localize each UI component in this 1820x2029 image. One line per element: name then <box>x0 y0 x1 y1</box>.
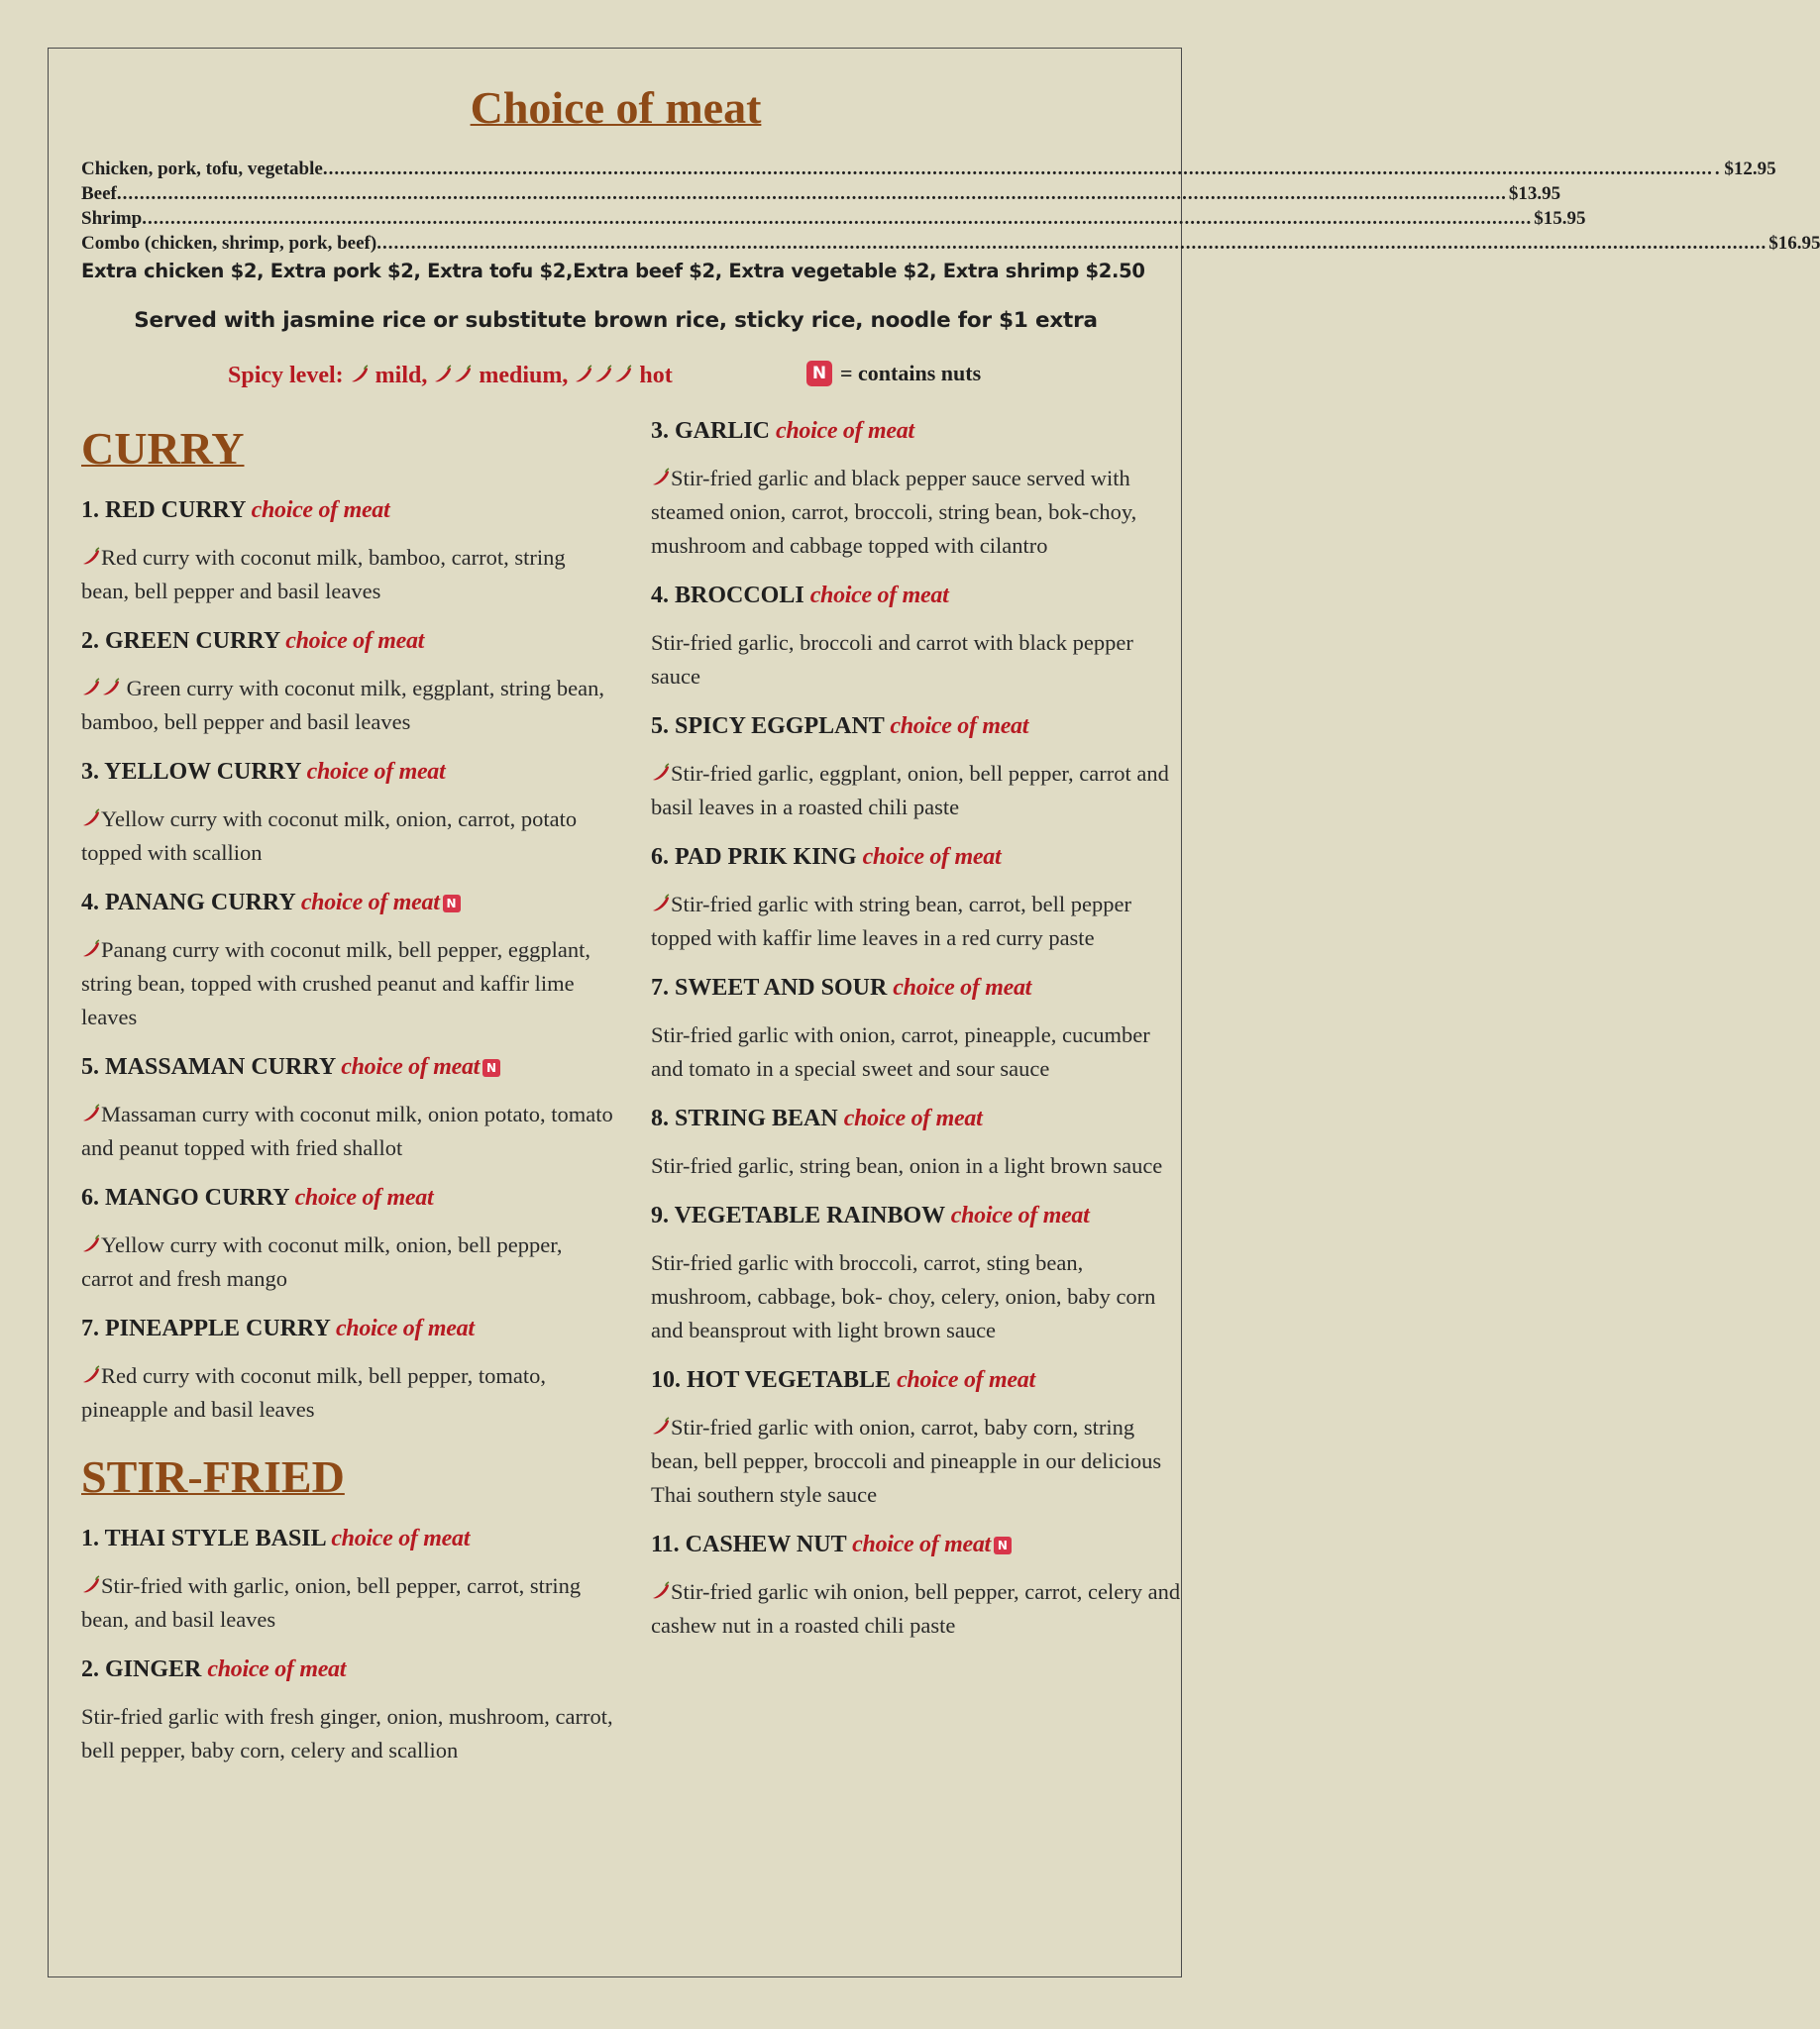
chili-icon <box>81 1104 101 1123</box>
item-name <box>651 973 1186 1003</box>
item-desc <box>81 1569 616 1637</box>
menu-item <box>651 1365 1186 1512</box>
extras-line: Extra chicken $2, Extra pork $2, Extra tofu $2,Extra beef $2, Extra vegetable $2, Extra shrimp $2.50 <box>81 260 1145 282</box>
menu-item <box>651 973 1186 1086</box>
nut-badge-icon: N <box>806 361 832 386</box>
spicy-mild: mild, <box>375 363 428 388</box>
item-name <box>651 416 1186 446</box>
item-name <box>651 1530 1186 1559</box>
item-title: 6. PAD PRIK KING <box>651 844 857 870</box>
nut-badge-icon: N <box>994 1537 1012 1554</box>
chili-icon <box>81 547 101 567</box>
section-heading-stir-fried: STIR-FRIED <box>81 1451 345 1502</box>
menu-item <box>651 1530 1186 1643</box>
spicy-medium: medium, <box>479 363 569 388</box>
item-description: Green curry with coconut milk, eggplant, string bean, bamboo, bell pepper and basil leaves <box>81 676 604 734</box>
item-title: 11. CASHEW NUT <box>651 1532 847 1557</box>
item-desc <box>651 888 1186 955</box>
menu-item <box>651 581 1186 694</box>
item-description: Stir-fried garlic, string bean, onion in a light brown sauce <box>651 1153 1163 1178</box>
chili-icon <box>81 1365 101 1385</box>
item-desc <box>81 802 616 870</box>
served-with-line: Served with jasmine rice or substitute brown rice, sticky rice, noodle for $1 extra <box>134 308 1098 333</box>
item-desc <box>81 1098 616 1165</box>
item-desc <box>651 626 1186 694</box>
item-name <box>651 842 1186 872</box>
spicy-hot: hot <box>639 363 673 388</box>
nut-badge-icon: N <box>482 1059 500 1077</box>
item-description: Red curry with coconut milk, bell pepper, tomato, pineapple and basil leaves <box>81 1363 546 1422</box>
choice-of-meat: choice of meat <box>341 1054 481 1080</box>
item-description: Red curry with coconut milk, bamboo, carrot, string bean, bell pepper and basil leaves <box>81 545 566 603</box>
choice-of-meat: choice of meat <box>335 1316 475 1341</box>
choice-of-meat: choice of meat <box>251 497 390 523</box>
item-name <box>651 1104 1186 1133</box>
item-title: 7. SWEET AND SOUR <box>651 975 888 1001</box>
item-name <box>81 1183 616 1213</box>
item-name <box>651 1201 1186 1230</box>
choice-of-meat: choice of meat <box>862 844 1002 870</box>
item-desc <box>651 1575 1186 1643</box>
item-description: Stir-fried garlic with onion, carrot, baby corn, string bean, bell pepper, broccoli and pineapple in our delicious Thai southern style sauce <box>651 1415 1162 1507</box>
item-title: 8. STRING BEAN <box>651 1106 838 1131</box>
item-description: Stir-fried with garlic, onion, bell pepper, carrot, string bean, and basil leaves <box>81 1573 582 1632</box>
chili-icon <box>651 1417 671 1437</box>
item-desc <box>81 672 616 739</box>
item-desc <box>651 1149 1186 1183</box>
menu-item <box>81 1052 616 1165</box>
page-title: Choice of meat <box>470 82 762 133</box>
chili-icon <box>81 939 101 959</box>
leader-dots: .................................................................................................................................................................................................................................................... <box>376 233 1767 254</box>
item-name <box>81 495 616 525</box>
item-title: 7. PINEAPPLE CURRY <box>81 1316 330 1341</box>
choice-of-meat: choice of meat <box>294 1185 434 1211</box>
item-title: 10. HOT VEGETABLE <box>651 1367 892 1393</box>
item-description: Stir-fried garlic with broccoli, carrot, sting bean, mushroom, cabbage, bok- choy, celery, onion, baby corn and beansprout with light brown sauce <box>651 1250 1156 1342</box>
menu-item <box>81 1183 616 1296</box>
menu-item <box>651 416 1186 563</box>
choice-of-meat: choice of meat <box>809 583 949 608</box>
item-name <box>81 1314 616 1343</box>
item-title: 2. GINGER <box>81 1656 202 1682</box>
choice-of-meat: choice of meat <box>776 418 914 444</box>
item-description: Yellow curry with coconut milk, onion, bell pepper, carrot and fresh mango <box>81 1232 563 1291</box>
chili-icon <box>453 365 473 384</box>
nuts-legend <box>806 361 981 386</box>
item-title: 9. VEGETABLE RAINBOW <box>651 1203 945 1228</box>
item-description: Stir-fried garlic and black pepper sauce served with steamed onion, carrot, broccoli, string bean, bok-choy, mushroom and cabbage topped with cilantro <box>651 466 1137 558</box>
item-description: Stir-fried garlic with fresh ginger, onion, mushroom, carrot, bell pepper, baby corn, celery and scallion <box>81 1704 613 1762</box>
item-description: Stir-fried garlic, broccoli and carrot with black pepper sauce <box>651 630 1133 689</box>
item-description: Yellow curry with coconut milk, onion, carrot, potato topped with scallion <box>81 806 578 865</box>
item-title: 3. GARLIC <box>651 418 771 444</box>
item-name <box>81 757 616 787</box>
chili-icon <box>651 763 671 783</box>
item-title: 3. YELLOW CURRY <box>81 759 301 785</box>
item-desc <box>81 1700 616 1767</box>
menu-item <box>651 842 1186 955</box>
choice-of-meat: choice of meat <box>893 975 1032 1001</box>
chili-icon <box>613 365 633 384</box>
choice-of-meat: choice of meat <box>897 1367 1035 1393</box>
price-label: Shrimp <box>81 208 143 229</box>
choice-of-meat: choice of meat <box>950 1203 1090 1228</box>
item-description: Stir-fried garlic, eggplant, onion, bell pepper, carrot and basil leaves in a roasted chili paste <box>651 761 1169 819</box>
item-desc <box>81 541 616 608</box>
chili-icon <box>651 468 671 487</box>
menu-item <box>81 495 616 608</box>
item-title: 6. MANGO CURRY <box>81 1185 289 1211</box>
item-desc <box>651 1246 1186 1347</box>
item-title: 2. GREEN CURRY <box>81 628 280 654</box>
price-value: $15.95 <box>1534 208 1586 229</box>
chili-icon <box>593 365 613 384</box>
price-value: $13.95 <box>1508 183 1561 204</box>
item-name <box>651 711 1186 741</box>
item-desc <box>81 1359 616 1427</box>
menu-item <box>651 1201 1186 1347</box>
chili-icon <box>81 1575 101 1595</box>
choice-of-meat: choice of meat <box>331 1526 471 1551</box>
item-name <box>81 1655 616 1684</box>
choice-of-meat: choice of meat <box>285 628 425 654</box>
item-name <box>81 888 616 917</box>
item-title: 4. PANANG CURRY <box>81 890 295 915</box>
price-row <box>81 181 1561 206</box>
item-title: 4. BROCCOLI <box>651 583 804 608</box>
choice-of-meat: choice of meat <box>852 1532 991 1557</box>
chili-icon <box>651 894 671 913</box>
chili-icon <box>101 678 121 697</box>
item-description: Massaman curry with coconut milk, onion potato, tomato and peanut topped with fried shallot <box>81 1102 613 1160</box>
nut-badge-icon: N <box>443 895 461 912</box>
chili-icon <box>81 678 101 697</box>
menu-item <box>81 888 616 1034</box>
item-desc <box>651 1411 1186 1512</box>
spicy-legend <box>228 363 673 389</box>
leader-dots: .................................................................................................................................................................................................................................................... <box>322 159 1713 179</box>
left-column <box>81 416 616 1767</box>
menu-item <box>81 1655 616 1767</box>
item-title: 5. SPICY EGGPLANT <box>651 713 885 739</box>
nuts-text: = contains nuts <box>840 361 982 385</box>
price-value: $16.95 <box>1768 233 1820 254</box>
item-name <box>81 1524 616 1553</box>
menu-item <box>651 1104 1186 1183</box>
item-description: Stir-fried garlic wih onion, bell pepper, carrot, celery and cashew nut in a roasted chili paste <box>651 1579 1181 1638</box>
choice-of-meat: choice of meat <box>300 890 440 915</box>
item-name <box>651 581 1186 610</box>
item-description: Stir-fried garlic with onion, carrot, pineapple, cucumber and tomato in a special sweet and sour sauce <box>651 1022 1150 1081</box>
chili-icon <box>651 1581 671 1601</box>
choice-of-meat: choice of meat <box>890 713 1029 739</box>
item-description: Stir-fried garlic with string bean, carrot, bell pepper topped with kaffir lime leaves in a red curry paste <box>651 892 1132 950</box>
menu-item <box>81 626 616 739</box>
price-label: Chicken, pork, tofu, vegetable <box>81 159 323 179</box>
item-desc <box>651 462 1186 563</box>
item-title: 5. MASSAMAN CURRY <box>81 1054 336 1080</box>
item-desc <box>81 1228 616 1296</box>
price-row <box>81 206 1586 231</box>
chili-icon <box>433 365 453 384</box>
item-name <box>651 1365 1186 1395</box>
right-column <box>651 416 1186 1643</box>
menu-item <box>651 711 1186 824</box>
price-label: Combo (chicken, shrimp, pork, beef) <box>81 233 377 254</box>
item-title: 1. THAI STYLE BASIL <box>81 1526 326 1551</box>
chili-icon <box>574 365 593 384</box>
meat-price-list <box>81 157 1820 256</box>
price-row <box>81 157 1776 181</box>
spicy-label: Spicy level: <box>228 363 344 388</box>
leader-dots: .................................................................................................................................................................................................................................................... <box>116 183 1507 204</box>
chili-icon <box>350 365 370 384</box>
price-value: . $12.95 <box>1714 159 1776 179</box>
choice-of-meat: choice of meat <box>207 1656 347 1682</box>
choice-of-meat: choice of meat <box>843 1106 983 1131</box>
price-label: Beef <box>81 183 117 204</box>
item-desc <box>81 933 616 1034</box>
item-title: 1. RED CURRY <box>81 497 246 523</box>
chili-icon <box>81 1234 101 1254</box>
choice-of-meat: choice of meat <box>306 759 446 785</box>
chili-icon <box>81 808 101 828</box>
item-description: Panang curry with coconut milk, bell pepper, eggplant, string bean, topped with crushed peanut and kaffir lime leaves <box>81 937 590 1029</box>
menu-item <box>81 1524 616 1637</box>
price-row <box>81 231 1820 256</box>
menu-item <box>81 757 616 870</box>
menu-item <box>81 1314 616 1427</box>
item-desc <box>651 1018 1186 1086</box>
item-desc <box>651 757 1186 824</box>
item-name <box>81 1052 616 1082</box>
leader-dots: .................................................................................................................................................................................................................................................... <box>142 208 1533 229</box>
item-name <box>81 626 616 656</box>
section-heading-curry: CURRY <box>81 423 245 474</box>
